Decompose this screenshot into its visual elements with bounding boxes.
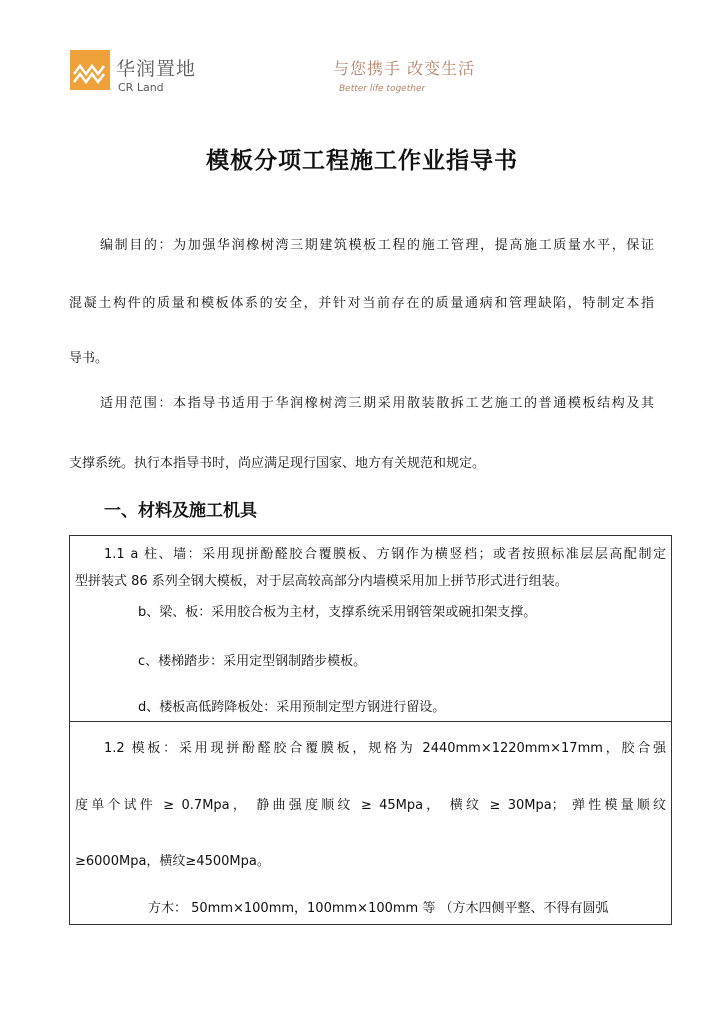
box2-line-4: 方木： 50mm×100mm，100mm×100mm 等 （方木四侧平整、不得有圆弧 [148,901,609,916]
purpose-line-2: 混凝土构件的质量和模板体系的安全，并针对当前存在的质量通病和管理缺陷，特制定本指 [69,296,654,311]
box2-line-2: 度单个试件 ≥ 0.7Mpa， 静曲强度顺纹 ≥ 45Mpa， 横纹 ≥ 30Mpa； 弹性模量顺纹 [75,798,666,813]
box1-line-2: 型拼装式 86 系列全钢大模板，对于层高较高部分内墙模采用加上拼节形式进行组装。 [75,574,568,589]
logo-chinese-name: 华润置地 [116,58,197,80]
purpose-line-1: 编制目的：为加强华润橡树湾三期建筑模板工程的施工管理，提高施工质量水平，保证 [100,238,654,253]
slogan [333,56,493,94]
box1-line-3: b、梁、板：采用胶合板为主材，支撑系统采用钢管架或碗扣架支撑。 [138,605,537,620]
purpose-line-3: 导书。 [69,351,109,366]
cr-land-logo-icon [70,50,110,90]
cr-land-logo [70,48,210,104]
slogan-chinese: 与您携手 改变生活 [333,59,476,78]
box1-line-1: 1.1 a 柱、墙：采用现拼酚醛胶合覆膜板、方钢作为横竖档；或者按照标准层层高配制定 [104,547,666,562]
document-title: 模板分项工程施工作业指导书 [206,148,518,174]
section-1-heading: 一、材料及施工机具 [104,501,257,521]
box1-line-5: d、楼板高低跨降板处：采用预制定型方钢进行留设。 [138,700,446,715]
slogan-english: Better life together [339,84,426,94]
materials-box-1 [69,535,672,722]
box1-line-4: c、楼梯踏步：采用定型钢制踏步模板。 [138,654,367,669]
scope-line-2: 支撑系统。执行本指导书时，尚应满足现行国家、地方有关规范和规定。 [69,456,486,471]
box2-line-1: 1.2 模板：采用现拼酚醛胶合覆膜板，规格为 2440mm×1220mm×17mm，胶合强 [104,741,666,756]
logo-english-name: CR Land [118,81,164,94]
box2-line-3: ≥6000Mpa，横纹≥4500Mpa。 [75,854,270,869]
scope-line-1: 适用范围：本指导书适用于华润橡树湾三期采用散装散拆工艺施工的普通模板结构及其 [100,396,654,411]
